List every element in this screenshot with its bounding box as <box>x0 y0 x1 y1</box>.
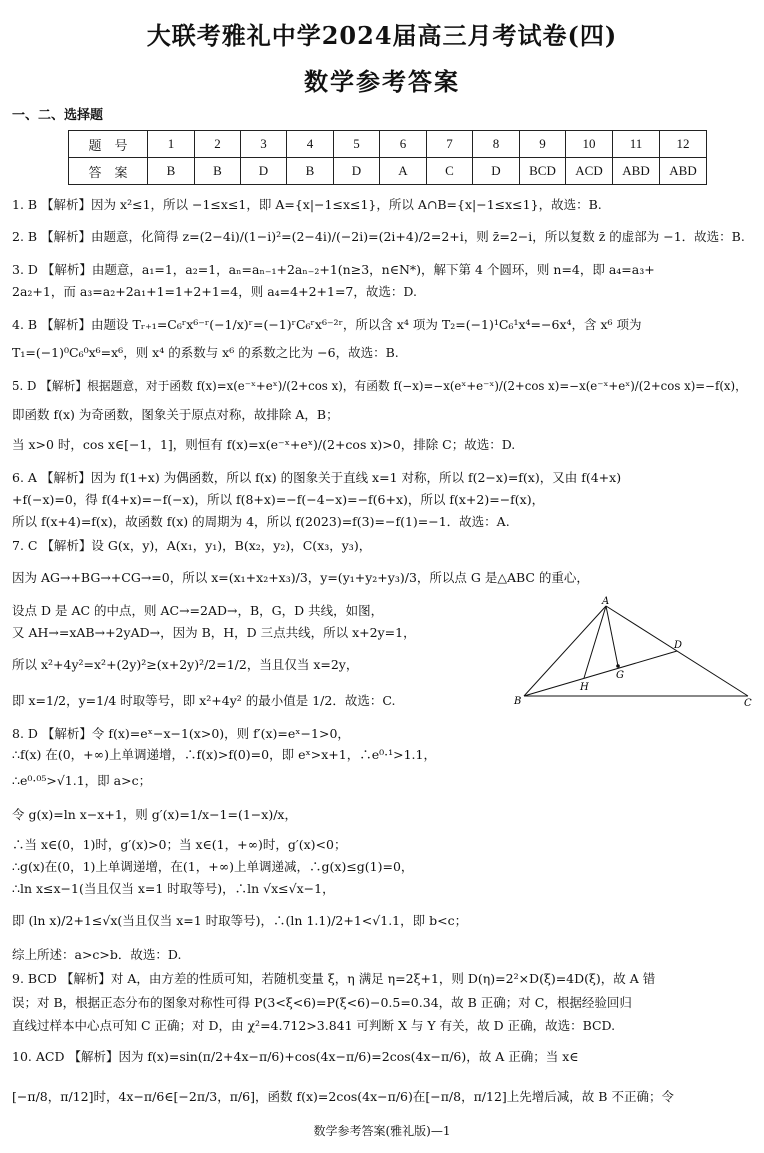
answer-table <box>68 130 707 185</box>
label-h: H <box>580 682 589 693</box>
solution-line: +f(−x)=0，得 f(4+x)=−f(−x)，所以 f(8+x)=−f(−4−x)=−f(6+x)，所以 f(x+2)=−f(x)， <box>12 492 545 507</box>
solution-line: 误；对 B，根据正态分布的图象对称性可得 P(3<ξ<6)=P(ξ<6)−0.5=0.34，故 B 正确；对 C，根据经验回归 <box>12 995 632 1010</box>
solution-line: 1. B 【解析】因为 x²≤1，所以 −1≤x≤1，即 A={x|−1≤x≤1}，所以 A∩B={x|−1≤x≤1}，故选：B. <box>12 197 602 212</box>
solution-line: 即 (ln x)/2+1≤√x(当且仅当 x=1 时取等号)，∴(ln 1.1)/2+1<√1.1，即 b<c； <box>12 913 468 928</box>
solution-line: ∴e⁰·⁰⁵>√1.1，即 a>c； <box>12 773 152 788</box>
line-ag <box>606 606 618 666</box>
solution-line: 2. B 【解析】由题意，化简得 z=(2−4i)/(1−i)²=(2−4i)/(−2i)=(2i+4)/2=2+i，则 z̄=2−i，所以复数 z̄ 的虚部为 −1．故选：B. <box>12 229 745 244</box>
solution-line: 6. A 【解析】因为 f(1+x) 为偶函数，所以 f(x) 的图象关于直线 x=1 对称，所以 f(2−x)=f(x)，又由 f(4+x) <box>12 470 622 485</box>
page-title: 大联考雅礼中学2024届高三月考试卷(四) <box>146 21 618 50</box>
table-row-label: 答 案 <box>69 158 148 185</box>
solution-line: 综上所述：a>c>b．故选：D. <box>12 947 182 962</box>
table-cell: 12 <box>660 131 707 158</box>
label-g: G <box>616 670 624 681</box>
table-cell: 10 <box>566 131 613 158</box>
table-cell: 2 <box>195 131 241 158</box>
solution-line: 即 x=1/2，y=1/4 时取等号，即 x²+4y² 的最小值是 1/2．故选：C. <box>12 693 396 708</box>
triangle-figure <box>512 596 760 708</box>
table-row-numbers <box>69 131 707 158</box>
table-cell: ACD <box>566 158 613 185</box>
table-cell: D <box>473 158 520 185</box>
page-footer: 数学参考答案(雅礼版)—1 <box>313 1124 451 1138</box>
table-cell: 6 <box>380 131 427 158</box>
table-row-label: 题 号 <box>69 131 148 158</box>
solution-line: ∴f(x) 在(0，+∞)上单调递增，∴f(x)>f(0)=0，即 eˣ>x+1，∴e⁰·¹>1.1， <box>12 747 436 762</box>
line-bd <box>524 651 677 696</box>
solution-line: 10. ACD 【解析】因为 f(x)=sin(π/2+4x−π/6)+cos(4x−π/6)=2cos(4x−π/6)，故 A 正确；当 x∈ <box>12 1049 579 1064</box>
label-b: B <box>514 696 522 707</box>
table-cell: 1 <box>148 131 195 158</box>
solution-line: T₁=(−1)⁰C₆⁰x⁶=x⁶，则 x⁴ 的系数与 x⁶ 的系数之比为 −6，故选：B. <box>12 345 399 360</box>
table-cell: B <box>148 158 195 185</box>
line-ah <box>584 606 606 678</box>
solution-line: 即函数 f(x) 为奇函数，图象关于原点对称，故排除 A，B； <box>12 407 339 422</box>
table-cell: 11 <box>613 131 660 158</box>
table-cell: A <box>380 158 427 185</box>
point-g <box>616 664 620 668</box>
solution-line: 直线过样本中心点可知 C 正确；对 D，由 χ²=4.712>3.841 可判断 X 与 Y 有关，故 D 正确，故选：BCD. <box>12 1018 616 1033</box>
solution-line: 令 g(x)=ln x−x+1，则 g′(x)=1/x−1=(1−x)/x， <box>12 807 297 822</box>
table-cell: D <box>241 158 287 185</box>
solution-line: 因为 AG→+BG→+CG→=0，所以 x=(x₁+x₂+x₃)/3，y=(y₁+y₂+y₃)/3，所以点 G 是△ABC 的重心， <box>12 570 589 585</box>
label-a: A <box>602 596 610 607</box>
table-cell: 5 <box>334 131 380 158</box>
solution-line: ∴当 x∈(0，1)时，g′(x)>0；当 x∈(1，+∞)时，g′(x)<0； <box>12 837 347 852</box>
solution-line: 设点 D 是 AC 的中点，则 AC→=2AD→，B，G，D 共线，如图， <box>12 603 384 618</box>
solution-line: 8. D 【解析】令 f(x)=eˣ−x−1(x>0)，则 f′(x)=eˣ−1>0， <box>12 726 350 741</box>
solution-line: 所以 x²+4y²=x²+(2y)²≥(x+2y)²/2=1/2，当且仅当 x=2y， <box>12 657 359 672</box>
label-c: C <box>744 698 752 708</box>
solution-line: 所以 f(x+4)=f(x)，故函数 f(x) 的周期为 4，所以 f(2023)=f(3)=−f(1)=−1．故选：A. <box>12 514 510 529</box>
solution-line: 4. B 【解析】由题设 Tᵣ₊₁=C₆ʳx⁶⁻ʳ(−1/x)ʳ=(−1)ʳC₆ʳx⁶⁻²ʳ，所以含 x⁴ 项为 T₂=(−1)¹C₆¹x⁴=−6x⁴，含 x⁶ 项为 <box>12 317 642 332</box>
table-cell: 8 <box>473 131 520 158</box>
solution-line: 3. D 【解析】由题意，a₁=1，a₂=1，aₙ=aₙ₋₁+2aₙ₋₂+1(n≥3，n∈N*)，解下第 4 个圆环，则 n=4，即 a₄=a₃+ <box>12 262 655 277</box>
solution-line: 7. C 【解析】设 G(x，y)，A(x₁，y₁)，B(x₂，y₂)，C(x₃，y₃)， <box>12 538 372 553</box>
table-cell: 3 <box>241 131 287 158</box>
label-d: D <box>674 640 683 651</box>
solution-line: 5. D 【解析】根据题意，对于函数 f(x)=x(e⁻ˣ+eˣ)/(2+cos x)，有函数 f(−x)=−x(eˣ+e⁻ˣ)/(2+cos x)=−x(e⁻ˣ+eˣ)/(2+cos x)=−f(x)， <box>12 379 747 393</box>
table-cell: B <box>195 158 241 185</box>
table-cell: C <box>427 158 473 185</box>
table-cell: 9 <box>520 131 566 158</box>
table-cell: BCD <box>520 158 566 185</box>
edge-ab <box>524 606 606 696</box>
solution-line: 又 AH→=xAB→+2yAD→，因为 B，H，D 三点共线，所以 x+2y=1， <box>12 625 416 640</box>
table-cell: 4 <box>287 131 334 158</box>
table-row-answers <box>69 158 707 185</box>
table-cell: ABD <box>613 158 660 185</box>
solution-line: [−π/8，π/12]时，4x−π/6∈[−2π/3，π/6]，函数 f(x)=2cos(4x−π/6)在[−π/8，π/12]上先增后减，故 B 不正确；令 <box>12 1089 674 1104</box>
solution-line: ∴ln x≤x−1(当且仅当 x=1 时取等号)，∴ln √x≤√x−1， <box>12 881 335 896</box>
solution-line: 2a₂+1，而 a₃=a₂+2a₁+1=1+2+1=4，则 a₄=4+2+1=7，故选：D. <box>12 284 417 299</box>
table-cell: 7 <box>427 131 473 158</box>
solution-line: 9. BCD 【解析】对 A，由方差的性质可知，若随机变量 ξ，η 满足 η=2ξ+1，则 D(η)=2²×D(ξ)=4D(ξ)，故 A 错 <box>12 971 656 986</box>
page-subtitle: 数学参考答案 <box>304 67 460 96</box>
solution-line: ∴g(x)在(0，1)上单调递增，在(1，+∞)上单调递减，∴g(x)≤g(1)=0， <box>12 859 414 874</box>
solution-line: 当 x>0 时，cos x∈[−1，1]，则恒有 f(x)=x(e⁻ˣ+eˣ)/(2+cos x)>0，排除 C；故选：D. <box>12 437 516 452</box>
table-cell: D <box>334 158 380 185</box>
section-heading: 一、二、选择题 <box>12 108 104 123</box>
table-cell: B <box>287 158 334 185</box>
table-cell: ABD <box>660 158 707 185</box>
